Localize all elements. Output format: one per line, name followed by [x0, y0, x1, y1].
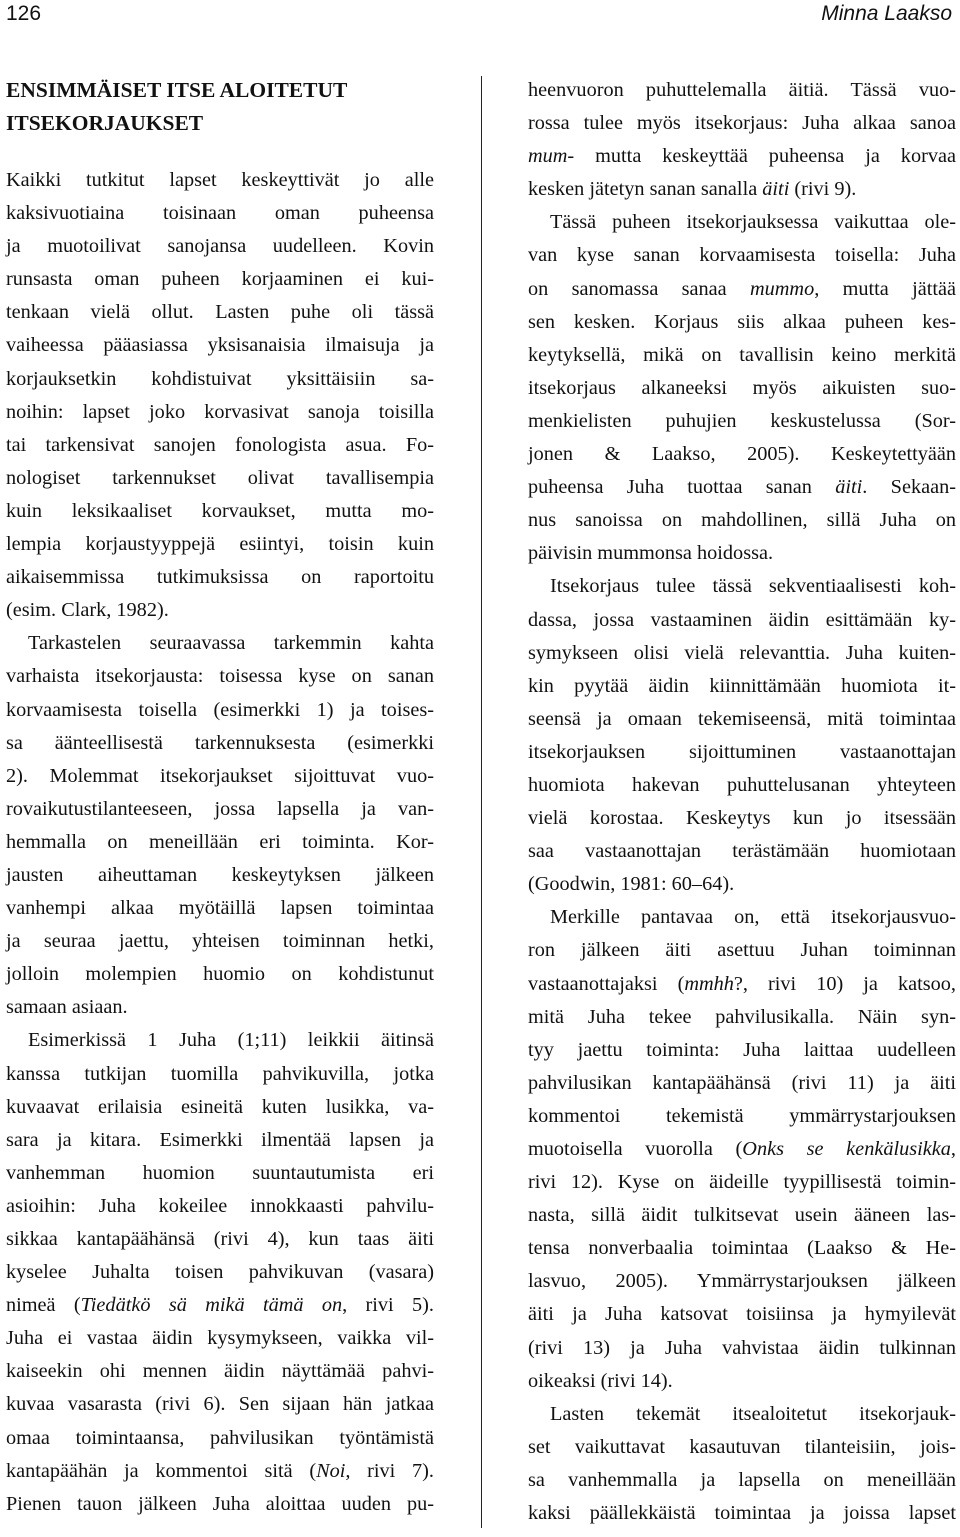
- paragraph: [528, 901, 956, 1397]
- running-head-author: Minna Laakso: [821, 2, 952, 25]
- column-divider: [481, 76, 482, 1528]
- page-number: 126: [6, 2, 42, 25]
- text-line: aikaisemmissa tutkimuksissa on raportoitu: [6, 566, 434, 589]
- text-line: rossa tulee myös itsekorjaus: Juha alkaa sanoa: [528, 112, 956, 135]
- text-line: itsekorjauksen sijoittuminen vastaanottajan: [528, 740, 956, 763]
- text-line: nasta, sillä äidit tulkitsevat usein ääneen las-: [528, 1204, 956, 1227]
- text-line: oikeaksi (rivi 14).: [528, 1369, 673, 1392]
- text-line: jonen & Laakso, 2005). Keskeytettyään: [528, 443, 956, 466]
- text-line: set vaikuttavat kasautuvan tilanteisiin, jois-: [528, 1435, 956, 1458]
- italic-term: mum-: [528, 145, 575, 168]
- text-line: Esimerkissä 1 Juha (1;11) leikkii äitinsä: [28, 1029, 434, 1052]
- text-line: (Goodwin, 1981: 60–64).: [528, 873, 735, 896]
- italic-term: äiti: [835, 476, 863, 499]
- text-line: 2). Molemmat itsekorjaukset sijoittuvat vuo-: [6, 764, 434, 787]
- text-line: sara ja kitara. Esimerkki ilmentää lapsen ja: [6, 1128, 434, 1151]
- text-line: kaksivuotiaina toisinaan oman puheensa: [6, 202, 434, 225]
- text-line: nimeä (Tiedätkö sä mikä tämä on, rivi 5).: [6, 1294, 434, 1317]
- text-line: kesken jätetyn sanan sanalla äiti (rivi 9).: [528, 178, 857, 201]
- text-line: varhaista itsekorjausta: toisessa kyse on sanan: [6, 665, 434, 688]
- text-line: Itsekorjaus tulee tässä sekventiaalisesti koh-: [550, 575, 956, 598]
- right-body-text: [528, 74, 956, 1530]
- text-line: Juha ei vastaa äidin kysymykseen, vaikka vil-: [6, 1327, 434, 1350]
- text-line: van kyse sanan korvaamisesta toisella: Juha: [528, 244, 956, 267]
- paragraph: [528, 1398, 956, 1530]
- text-line: kantapäähän ja kommentoi sitä (Noi, rivi 7).: [6, 1459, 434, 1482]
- text-line: päivisin mummonsa hoidossa.: [528, 542, 774, 565]
- text-line: vanhempi alkaa myötäillä lapsen toimintaa: [6, 897, 434, 920]
- text-line: tenkaan vielä ollut. Lasten puhe oli tässä: [6, 301, 434, 324]
- text-line: saa vastaanottajan terästämään huomiotaan: [528, 840, 956, 863]
- text-line: Tässä puheen itsekorjauksessa vaikuttaa ole-: [550, 211, 956, 234]
- text-line: (rivi 13) ja Juha vahvistaa äidin tulkinnan: [528, 1336, 956, 1359]
- paragraph: [6, 627, 434, 1024]
- text-line: kaiseekin ohi mennen äidin näyttämää pahvi-: [6, 1360, 434, 1383]
- text-line: (esim. Clark, 1982).: [6, 599, 169, 622]
- text-line: sa äänteellisestä tarkennuksesta (esimerkki: [6, 731, 434, 754]
- text-line: huomiota hakevan puhuttelusanan yhteyteen: [528, 773, 956, 796]
- text-line: kanssa tutkijan tuomilla pahvikuvilla, jotka: [6, 1062, 434, 1085]
- text-line: puheensa Juha tuottaa sanan äiti. Sekaan-: [528, 476, 956, 499]
- text-line: rivi 12). Kyse on äideille tyypillisestä toimin-: [528, 1171, 956, 1194]
- text-line: kaksi päällekkäistä toimintaa ja joissa lapset: [528, 1502, 956, 1525]
- italic-term: mmhh: [684, 972, 734, 995]
- paragraph: [6, 164, 434, 627]
- text-line: sa vanhemmalla ja lapsella on meneillään: [528, 1468, 956, 1491]
- right-column: [528, 74, 956, 1530]
- text-line: muotoisella vuorolla (Onks se kenkälusikka,: [528, 1138, 956, 1160]
- text-line: mum- mutta keskeyttää puheensa ja korvaa: [528, 145, 956, 168]
- text-line: tai tarkensivat sanojen fonologista asua. Fo-: [6, 433, 434, 456]
- text-line: vaiheessa pääasiassa yksisanaisia ilmaisuja ja: [6, 334, 434, 357]
- text-line: ron jälkeen äiti asettuu Juhan toiminnan: [528, 939, 956, 962]
- paragraph: [6, 1024, 434, 1520]
- heading-line: ENSIMMÄISET ITSE ALOITETUT: [6, 78, 348, 102]
- text-line: kuvaavat erilaisia esineitä kuten lusikka, va-: [6, 1095, 434, 1118]
- text-line: keytyksellä, mikä on tavallisin keino merkitä: [528, 343, 956, 366]
- heading-line: ITSEKORJAUKSET: [6, 111, 204, 135]
- text-line: Tarkastelen seuraavassa tarkemmin kahta: [28, 632, 434, 655]
- text-line: vastaanottajaksi (mmhh?, rivi 10) ja katsoo,: [528, 972, 956, 995]
- text-line: on sanomassa sanaa mummo, mutta jättää: [528, 277, 956, 300]
- text-line: kommentoi tekemistä ymmärrystarjouksen: [528, 1104, 956, 1127]
- text-line: tyy jaettu toiminta: Juha laittaa uudelleen: [528, 1038, 956, 1061]
- text-line: nus sanoissa on mahdollinen, sillä Juha on: [528, 509, 956, 532]
- text-line: seensä ja omaan tekemiseensä, mitä toimintaa: [528, 707, 956, 730]
- text-line: Lasten tekemät itsealoitetut itsekorjauk-: [550, 1402, 956, 1425]
- text-line: vanhemman huomion suuntautumista eri: [6, 1161, 434, 1184]
- paragraph: [528, 570, 956, 901]
- text-line: heenvuoron puhuttelemalla äitiä. Tässä vuo-: [528, 79, 956, 101]
- text-line: sikkaa kantapäähänsä (rivi 4), kun taas äiti: [6, 1228, 434, 1250]
- text-line: runsasta oman puheen korjaaminen ei kui-: [6, 268, 434, 291]
- left-column: [6, 74, 434, 1521]
- text-line: noihin: lapset joko korvasivat sanoja toisilla: [6, 400, 434, 423]
- text-line: Merkille pantavaa on, että itsekorjausvuo-: [550, 906, 956, 929]
- italic-term: Tiedätkö sä mikä tämä on: [80, 1294, 343, 1317]
- text-line: kyselee Juhalta toisen pahvikuvan (vasara): [6, 1261, 434, 1284]
- text-line: tensa nonverbaalia toimintaa (Laakso & He-: [528, 1237, 956, 1260]
- text-line: itsekorjaus alkaneeksi myös aikuisten suo-: [528, 376, 956, 399]
- text-line: sen kesken. Korjaus siis alkaa puheen kes-: [528, 310, 956, 333]
- text-line: jausten aiheuttaman keskeytyksen jälkeen: [6, 863, 434, 886]
- text-line: kuin leksikaaliset korvaukset, mutta mo-: [6, 499, 434, 522]
- text-line: lasvuo, 2005). Ymmärrystarjouksen jälkeen: [528, 1270, 956, 1293]
- italic-term: äiti: [762, 178, 790, 201]
- text-line: ja muotoilivat sanojansa uudelleen. Kovin: [6, 235, 434, 258]
- text-line: pahvilusikan kantapäähänsä (rivi 11) ja äiti: [528, 1071, 956, 1094]
- text-line: rovaikutustilanteeseen, jossa lapsella ja van-: [6, 797, 434, 820]
- text-line: Pienen tauon jälkeen Juha aloittaa uuden pu-: [6, 1492, 434, 1515]
- italic-term: Onks se kenkälusikka: [742, 1138, 951, 1160]
- text-line: Kaikki tutkitut lapset keskeyttivät jo alle: [6, 169, 434, 191]
- text-line: dassa, jossa vastaaminen äidin esittämään ky-: [528, 608, 956, 631]
- section-heading: [6, 74, 434, 140]
- text-line: symykseen olisi vielä relevanttia. Juha kuiten-: [528, 641, 956, 664]
- text-line: hemmalla on meneillään eri toiminta. Kor-: [6, 830, 434, 853]
- paragraph: [528, 206, 956, 570]
- text-line: lempia korjaustyyppejä esiintyi, toisin kuin: [6, 533, 434, 556]
- text-line: vielä korostaa. Keskeytys kun jo itsessään: [528, 807, 956, 830]
- text-line: kuvaa vasarasta (rivi 6). Sen sijaan hän jatkaa: [6, 1393, 434, 1416]
- text-line: mitä Juha tekee pahvilusikalla. Näin syn-: [528, 1005, 956, 1028]
- text-line: ja seuraa jaettu, yhteisen toiminnan hetki,: [6, 930, 434, 953]
- text-line: samaan asiaan.: [6, 996, 128, 1019]
- text-line: äiti ja Juha katsovat toisiinsa ja hymyilevät: [528, 1303, 956, 1326]
- italic-term: mummo: [749, 277, 815, 300]
- text-line: kin pyytää äidin kiinnittämään huomiota it-: [528, 674, 956, 697]
- text-line: jolloin molempien huomio on kohdistunut: [6, 963, 434, 986]
- text-line: omaa toimintaansa, pahvilusikan työntämistä: [6, 1426, 434, 1449]
- running-header: [0, 0, 960, 30]
- left-body-text: [6, 164, 434, 1521]
- paragraph: [528, 74, 956, 206]
- text-line: korjauksetkin kohdistuivat yksittäisiin sa-: [6, 367, 434, 390]
- text-line: asioihin: Juha kokeilee innokkaasti pahvilu-: [6, 1194, 434, 1217]
- text-line: korvaamisesta toisella (esimerkki 1) ja toises-: [6, 698, 434, 721]
- text-line: menkielisten puhujien keskustelussa (Sor-: [528, 409, 956, 432]
- text-line: nologiset tarkennukset olivat tavallisempia: [6, 466, 434, 489]
- italic-term: Noi,: [316, 1459, 351, 1482]
